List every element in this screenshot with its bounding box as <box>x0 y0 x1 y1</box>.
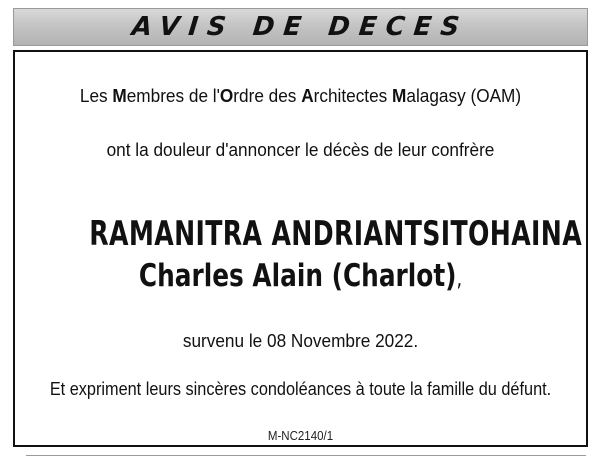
org-initial-o: O <box>219 85 234 106</box>
deceased-given-names-line <box>72 258 529 294</box>
deceased-surname: RAMANITRA ANDRIANTSITOHAINA <box>89 214 583 254</box>
organization-line <box>35 85 566 107</box>
trailing-comma: , <box>456 267 463 292</box>
org-segment: rdre des <box>233 85 302 106</box>
org-initial-m2: M <box>392 85 407 106</box>
org-segment: rchitectes <box>313 85 393 106</box>
deceased-given-names: Charles Alain (Charlot) <box>138 258 457 294</box>
announcement-line: ont la douleur d'annoncer le décès de leur confrère <box>106 139 495 160</box>
org-segment: alagasy (OAM) <box>406 85 522 106</box>
bottom-divider <box>26 455 586 456</box>
org-initial-a: A <box>301 85 314 106</box>
condolences-line: Et expriment leurs sincères condoléances à toute la famille du défunt. <box>49 378 552 399</box>
org-initial-m: M <box>112 85 127 106</box>
date-line: survenu le 08 Novembre 2022. <box>182 330 419 351</box>
notice-banner <box>13 8 588 46</box>
notice-frame <box>13 50 588 447</box>
org-segment: embres de l' <box>126 85 220 106</box>
org-segment: Les <box>79 85 113 106</box>
banner-title: AVIS DE DECES <box>130 12 471 42</box>
reference-code: M-NC2140/1 <box>267 429 334 443</box>
